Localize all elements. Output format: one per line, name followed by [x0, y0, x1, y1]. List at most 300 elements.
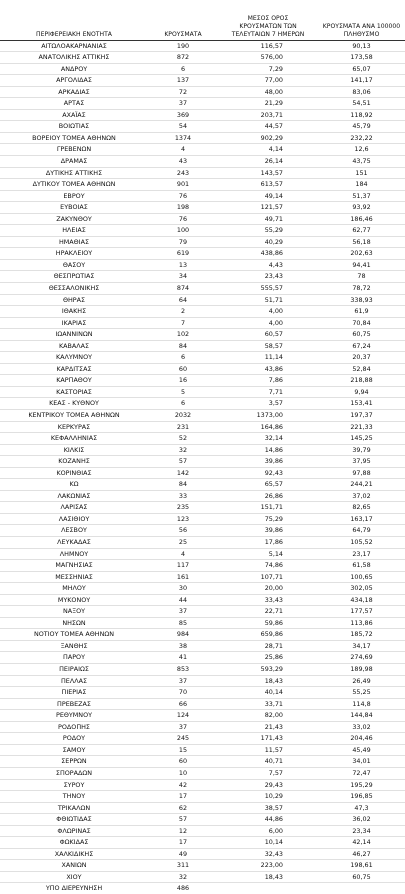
per100k-cell: 47,3	[318, 802, 405, 814]
avg7-cell: 121,57	[218, 202, 318, 214]
per100k-cell: 186,46	[318, 213, 405, 225]
avg7-cell: 902,29	[218, 132, 318, 144]
table-row	[0, 548, 405, 560]
cases-cell: 32	[148, 871, 218, 883]
cases-cell: 619	[148, 248, 218, 260]
cases-cell: 49	[148, 848, 218, 860]
cases-cell: 37	[148, 675, 218, 687]
cases-cell: 41	[148, 652, 218, 664]
per100k-cell: 218,88	[318, 375, 405, 387]
region-cell: ΣΠΟΡΑΔΩΝ	[0, 767, 148, 779]
region-cell: ΠΕΙΡΑΙΩΣ	[0, 664, 148, 676]
region-cell: ΚΟΡΙΝΘΙΑΣ	[0, 467, 148, 479]
region-cell: ΠΙΕΡΙΑΣ	[0, 687, 148, 699]
table-row	[0, 375, 405, 387]
header-cases: ΚΡΟΥΣΜΑΤΑ	[148, 2, 218, 40]
cases-cell: 243	[148, 167, 218, 179]
per100k-cell: 338,93	[318, 294, 405, 306]
table-row	[0, 121, 405, 133]
per100k-cell: 145,25	[318, 433, 405, 445]
table-header	[0, 2, 405, 40]
per100k-cell: 45,79	[318, 121, 405, 133]
avg7-cell: 22,71	[218, 606, 318, 618]
table-row	[0, 756, 405, 768]
cases-cell: 25	[148, 537, 218, 549]
region-cell: ΘΗΡΑΣ	[0, 294, 148, 306]
table-row	[0, 444, 405, 456]
cases-cell: 235	[148, 502, 218, 514]
cases-cell: 231	[148, 421, 218, 433]
per100k-cell: 83,06	[318, 86, 405, 98]
per100k-cell: 144,84	[318, 710, 405, 722]
table-row	[0, 352, 405, 364]
table-row	[0, 744, 405, 756]
per100k-cell: 26,49	[318, 675, 405, 687]
avg7-cell: 4,43	[218, 259, 318, 271]
per100k-cell: 93,92	[318, 202, 405, 214]
cases-cell: 12	[148, 825, 218, 837]
cases-cell: 369	[148, 109, 218, 121]
per100k-cell: 153,41	[318, 398, 405, 410]
table-row	[0, 698, 405, 710]
region-cell: ΡΟΔΟΠΗΣ	[0, 721, 148, 733]
region-cell: ΛΗΜΝΟΥ	[0, 548, 148, 560]
table-row	[0, 236, 405, 248]
avg7-cell: 11,57	[218, 744, 318, 756]
table-row	[0, 779, 405, 791]
region-cell: ΚΕΦΑΛΛΗΝΙΑΣ	[0, 433, 148, 445]
region-cell: ΕΥΒΟΙΑΣ	[0, 202, 148, 214]
avg7-cell: 11,14	[218, 352, 318, 364]
table-row	[0, 155, 405, 167]
avg7-cell: 58,57	[218, 340, 318, 352]
table-row	[0, 675, 405, 687]
region-cell: ΤΗΝΟΥ	[0, 791, 148, 803]
cases-cell: 117	[148, 560, 218, 572]
avg7-cell: 555,57	[218, 282, 318, 294]
region-cell: ΑΡΚΑΔΙΑΣ	[0, 86, 148, 98]
cases-cell: 15	[148, 744, 218, 756]
table-row	[0, 571, 405, 583]
table-row	[0, 629, 405, 641]
table-row	[0, 883, 405, 894]
avg7-cell: 7,57	[218, 767, 318, 779]
table-row	[0, 282, 405, 294]
cases-cell: 38	[148, 640, 218, 652]
table-row	[0, 652, 405, 664]
cases-cell: 4	[148, 548, 218, 560]
per100k-cell: 54,51	[318, 98, 405, 110]
cases-cell: 84	[148, 479, 218, 491]
cases-cell: 6	[148, 352, 218, 364]
per100k-cell: 196,85	[318, 791, 405, 803]
cases-cell: 72	[148, 86, 218, 98]
cases-cell: 64	[148, 294, 218, 306]
per100k-cell: 33,02	[318, 721, 405, 733]
region-cell: ΙΩΑΝΝΙΝΩΝ	[0, 329, 148, 341]
region-cell: ΚΟΖΑΝΗΣ	[0, 456, 148, 468]
table-row	[0, 617, 405, 629]
cases-cell: 37	[148, 98, 218, 110]
cases-cell: 57	[148, 814, 218, 826]
cases-cell: 6	[148, 398, 218, 410]
table-row	[0, 513, 405, 525]
per100k-cell: 114,8	[318, 698, 405, 710]
avg7-cell: 29,43	[218, 779, 318, 791]
cases-cell: 901	[148, 179, 218, 191]
per100k-cell: 177,57	[318, 606, 405, 618]
per100k-cell: 118,92	[318, 109, 405, 121]
per100k-cell: 72,47	[318, 767, 405, 779]
header-region: ΠΕΡΙΦΕΡΕΙΑΚΗ ΕΝΟΤΗΤΑ	[0, 2, 148, 40]
avg7-cell: 74,86	[218, 560, 318, 572]
per100k-cell: 60,75	[318, 329, 405, 341]
table-row	[0, 721, 405, 733]
region-cell: ΝΟΤΙΟΥ ΤΟΜΕΑ ΑΘΗΝΩΝ	[0, 629, 148, 641]
table-row	[0, 225, 405, 237]
cases-cell: 7	[148, 317, 218, 329]
table-row	[0, 733, 405, 745]
region-cell: ΡΟΔΟΥ	[0, 733, 148, 745]
cases-cell: 984	[148, 629, 218, 641]
region-cell: ΝΗΣΩΝ	[0, 617, 148, 629]
avg7-cell: 49,71	[218, 213, 318, 225]
cases-cell: 190	[148, 40, 218, 52]
per100k-cell: 42,14	[318, 837, 405, 849]
avg7-cell: 39,86	[218, 525, 318, 537]
per100k-cell: 221,33	[318, 421, 405, 433]
avg7-cell: 21,43	[218, 721, 318, 733]
avg7-cell: 5,14	[218, 548, 318, 560]
avg7-cell: 593,29	[218, 664, 318, 676]
per100k-cell: 55,25	[318, 687, 405, 699]
cases-cell: 62	[148, 802, 218, 814]
per100k-cell: 23,34	[318, 825, 405, 837]
cases-cell: 44	[148, 594, 218, 606]
per100k-cell: 34,17	[318, 640, 405, 652]
table-row	[0, 537, 405, 549]
avg7-cell: 55,29	[218, 225, 318, 237]
table-row	[0, 306, 405, 318]
table-row	[0, 190, 405, 202]
per100k-cell: 61,58	[318, 560, 405, 572]
per100k-cell: 23,17	[318, 548, 405, 560]
region-cell: ΛΕΣΒΟΥ	[0, 525, 148, 537]
cases-cell: 56	[148, 525, 218, 537]
per100k-cell: 94,41	[318, 259, 405, 271]
avg7-cell: 92,43	[218, 467, 318, 479]
cases-cell: 85	[148, 617, 218, 629]
avg7-cell: 10,14	[218, 837, 318, 849]
cases-cell: 245	[148, 733, 218, 745]
cases-cell: 76	[148, 213, 218, 225]
table-row	[0, 825, 405, 837]
cases-cell: 6	[148, 63, 218, 75]
cases-cell: 54	[148, 121, 218, 133]
per100k-cell: 39,79	[318, 444, 405, 456]
region-cell: ΒΟΡΕΙΟΥ ΤΟΜΕΑ ΑΘΗΝΩΝ	[0, 132, 148, 144]
cases-cell: 79	[148, 236, 218, 248]
region-cell: ΑΝΑΤΟΛΙΚΗΣ ΑΤΤΙΚΗΣ	[0, 52, 148, 64]
avg7-cell: 223,00	[218, 860, 318, 872]
cases-cell: 16	[148, 375, 218, 387]
cases-cell: 486	[176, 884, 190, 893]
region-cell: ΣΕΡΡΩΝ	[0, 756, 148, 768]
avg7-cell: 40,14	[218, 687, 318, 699]
cases-cell: 123	[148, 513, 218, 525]
per100k-cell: 97,88	[318, 467, 405, 479]
table-row	[0, 710, 405, 722]
cases-cell: 100	[148, 225, 218, 237]
table-row	[0, 467, 405, 479]
region-cell: ΑΡΓΟΛΙΔΑΣ	[0, 75, 148, 87]
table-row	[0, 75, 405, 87]
region-cell: ΛΑΚΩΝΙΑΣ	[0, 490, 148, 502]
region-cell: ΚΑΒΑΛΑΣ	[0, 340, 148, 352]
avg7-cell: 59,86	[218, 617, 318, 629]
avg7-cell: 65,57	[218, 479, 318, 491]
region-cell: ΑΝΔΡΟΥ	[0, 63, 148, 75]
cases-cell: 52	[148, 433, 218, 445]
cases-cell: 33	[148, 490, 218, 502]
table-row	[0, 363, 405, 375]
per100k-cell: 61,9	[318, 306, 405, 318]
avg7-cell: 33,43	[218, 594, 318, 606]
avg7-cell: 20,00	[218, 583, 318, 595]
avg7-cell: 44,57	[218, 121, 318, 133]
table-row	[0, 479, 405, 491]
avg7-cell: 77,00	[218, 75, 318, 87]
region-cell: ΦΩΚΙΔΑΣ	[0, 837, 148, 849]
table-row	[0, 52, 405, 64]
table-row	[0, 664, 405, 676]
region-cell: ΡΕΘΥΜΝΟΥ	[0, 710, 148, 722]
region-cell: ΑΙΤΩΛΟΑΚΑΡΝΑΝΙΑΣ	[0, 40, 148, 52]
per100k-cell: 302,05	[318, 583, 405, 595]
region-cell: ΖΑΚΥΝΘΟΥ	[0, 213, 148, 225]
region-cell: ΜΑΓΝΗΣΙΑΣ	[0, 560, 148, 572]
table-row	[0, 179, 405, 191]
region-cell: ΚΕΡΚΥΡΑΣ	[0, 421, 148, 433]
table-row	[0, 340, 405, 352]
avg7-cell: 26,86	[218, 490, 318, 502]
per100k-cell: 56,18	[318, 236, 405, 248]
cases-cell: 34	[148, 271, 218, 283]
avg7-cell: 164,86	[218, 421, 318, 433]
cases-cell: 311	[148, 860, 218, 872]
avg7-cell: 17,86	[218, 537, 318, 549]
cases-cell: 42	[148, 779, 218, 791]
per100k-cell: 163,17	[318, 513, 405, 525]
region-cell: ΛΑΡΙΣΑΣ	[0, 502, 148, 514]
avg7-cell: 613,57	[218, 179, 318, 191]
avg7-cell: 7,71	[218, 386, 318, 398]
table-row	[0, 871, 405, 883]
region-cell: ΛΕΥΚΑΔΑΣ	[0, 537, 148, 549]
table-row	[0, 40, 405, 52]
per100k-cell: 244,21	[318, 479, 405, 491]
region-cell: ΒΟΙΩΤΙΑΣ	[0, 121, 148, 133]
avg7-cell: 143,57	[218, 167, 318, 179]
avg7-cell: 18,43	[218, 871, 318, 883]
avg7-cell: 25,86	[218, 652, 318, 664]
region-cell: ΑΧΑΪΑΣ	[0, 109, 148, 121]
table-row	[0, 687, 405, 699]
region-cell: ΤΡΙΚΑΛΩΝ	[0, 802, 148, 814]
avg7-cell: 21,29	[218, 98, 318, 110]
avg7-cell: 107,71	[218, 571, 318, 583]
per100k-cell: 274,69	[318, 652, 405, 664]
avg7-cell: 659,86	[218, 629, 318, 641]
cases-cell: 30	[148, 583, 218, 595]
table-row	[0, 317, 405, 329]
table-row	[0, 398, 405, 410]
region-cell: ΗΜΑΘΙΑΣ	[0, 236, 148, 248]
table-row	[0, 202, 405, 214]
avg7-cell: 7,29	[218, 63, 318, 75]
per100k-cell: 232,22	[318, 132, 405, 144]
table-row	[0, 386, 405, 398]
per100k-cell: 52,84	[318, 363, 405, 375]
region-cell: ΜΗΛΟΥ	[0, 583, 148, 595]
avg7-cell: 438,86	[218, 248, 318, 260]
table-row	[0, 63, 405, 75]
avg7-cell: 32,14	[218, 433, 318, 445]
table-row	[0, 410, 405, 422]
region-cell: ΧΑΝΙΩΝ	[0, 860, 148, 872]
table-row	[0, 456, 405, 468]
table-row	[0, 294, 405, 306]
cases-cell: 124	[148, 710, 218, 722]
cases-cell: 2032	[148, 410, 218, 422]
per100k-cell: 105,52	[318, 537, 405, 549]
table-row	[0, 640, 405, 652]
region-cell: ΑΡΤΑΣ	[0, 98, 148, 110]
avg7-cell: 75,29	[218, 513, 318, 525]
per100k-cell: 37,02	[318, 490, 405, 502]
avg7-cell: 40,29	[218, 236, 318, 248]
avg7-cell: 6,00	[218, 825, 318, 837]
header-avg7: ΜΕΣΟΣ ΟΡΟΣ ΚΡΟΥΣΜΑΤΩΝ ΤΩΝ ΤΕΛΕΥΤΑΙΩΝ 7 ΗΜΕΡΩΝ	[218, 2, 318, 40]
per100k-cell: 78,72	[318, 282, 405, 294]
cases-cell: 60	[148, 363, 218, 375]
avg7-cell: 4,00	[218, 306, 318, 318]
table-row	[0, 132, 405, 144]
table-row	[0, 802, 405, 814]
per100k-cell: 20,37	[318, 352, 405, 364]
region-cell: ΦΛΩΡΙΝΑΣ	[0, 825, 148, 837]
per100k-cell: 12,6	[318, 144, 405, 156]
avg7-cell: 26,14	[218, 155, 318, 167]
per100k-cell: 204,46	[318, 733, 405, 745]
per100k-cell: 197,37	[318, 410, 405, 422]
per100k-cell: 60,75	[318, 871, 405, 883]
region-cell: ΚΙΛΚΙΣ	[0, 444, 148, 456]
cases-cell: 66	[148, 698, 218, 710]
table-row	[0, 271, 405, 283]
avg7-cell: 82,00	[218, 710, 318, 722]
per100k-cell: 113,86	[318, 617, 405, 629]
table-body	[0, 40, 405, 894]
cases-cell: 84	[148, 340, 218, 352]
avg7-cell: 14,86	[218, 444, 318, 456]
table-row	[0, 248, 405, 260]
region-cell: ΓΡΕΒΕΝΩΝ	[0, 144, 148, 156]
table-row	[0, 583, 405, 595]
per100k-cell: 64,79	[318, 525, 405, 537]
cases-cell: 32	[148, 444, 218, 456]
region-cell: ΔΥΤΙΚΟΥ ΤΟΜΕΑ ΑΘΗΝΩΝ	[0, 179, 148, 191]
region-cell: ΝΑΞΟΥ	[0, 606, 148, 618]
region-cell: ΦΘΙΩΤΙΔΑΣ	[0, 814, 148, 826]
avg7-cell: 33,71	[218, 698, 318, 710]
region-cell: ΘΕΣΠΡΩΤΙΑΣ	[0, 271, 148, 283]
region-cell: ΚΑΛΥΜΝΟΥ	[0, 352, 148, 364]
cases-cell: 37	[148, 721, 218, 733]
table-row	[0, 259, 405, 271]
avg7-cell: 38,57	[218, 802, 318, 814]
region-cell: ΠΡΕΒΕΖΑΣ	[0, 698, 148, 710]
cases-cell: 76	[148, 190, 218, 202]
avg7-cell	[218, 883, 318, 894]
per100k-cell: 67,24	[318, 340, 405, 352]
per100k-cell: 65,07	[318, 63, 405, 75]
region-cell: ΧΙΟΥ	[0, 871, 148, 883]
table-row	[0, 86, 405, 98]
region-cell: ΚΕΑΣ - ΚΥΘΝΟΥ	[0, 398, 148, 410]
region-cell: ΥΠΟ ΔΙΕΡΕΥΝΗΣΗ	[45, 884, 103, 893]
header-row	[0, 2, 405, 40]
avg7-cell: 203,71	[218, 109, 318, 121]
table-row	[0, 525, 405, 537]
cases-cell: 1374	[148, 132, 218, 144]
cases-cell: 102	[148, 329, 218, 341]
region-cell: ΣΑΜΟΥ	[0, 744, 148, 756]
avg7-cell: 116,57	[218, 40, 318, 52]
cases-cell: 10	[148, 767, 218, 779]
per100k-cell: 90,13	[318, 40, 405, 52]
region-cell: ΔΥΤΙΚΗΣ ΑΤΤΙΚΗΣ	[0, 167, 148, 179]
region-cell: ΚΑΡΔΙΤΣΑΣ	[0, 363, 148, 375]
table-row	[0, 606, 405, 618]
region-cell: ΙΘΑΚΗΣ	[0, 306, 148, 318]
cases-cell: 37	[148, 606, 218, 618]
table-row	[0, 791, 405, 803]
region-cell: ΛΑΣΙΘΙΟΥ	[0, 513, 148, 525]
cases-cell: 853	[148, 664, 218, 676]
per100k-cell: 202,63	[318, 248, 405, 260]
region-cell: ΘΕΣΣΑΛΟΝΙΚΗΣ	[0, 282, 148, 294]
table-row	[0, 144, 405, 156]
per100k-cell: 434,18	[318, 594, 405, 606]
region-cell: ΚΕΝΤΡΙΚΟΥ ΤΟΜΕΑ ΑΘΗΝΩΝ	[0, 410, 148, 422]
table-row	[0, 837, 405, 849]
table-row	[0, 767, 405, 779]
avg7-cell: 39,86	[218, 456, 318, 468]
region-cell: ΠΑΡΟΥ	[0, 652, 148, 664]
avg7-cell: 44,86	[218, 814, 318, 826]
region-cell: ΧΑΛΚΙΔΙΚΗΣ	[0, 848, 148, 860]
region-cell: ΠΕΛΛΑΣ	[0, 675, 148, 687]
cases-cell: 13	[148, 259, 218, 271]
per100k-cell: 185,72	[318, 629, 405, 641]
cases-cell: 872	[148, 52, 218, 64]
per100k-cell: 62,77	[318, 225, 405, 237]
avg7-cell: 23,43	[218, 271, 318, 283]
per100k-cell: 34,01	[318, 756, 405, 768]
table-row	[0, 560, 405, 572]
table-row	[0, 329, 405, 341]
